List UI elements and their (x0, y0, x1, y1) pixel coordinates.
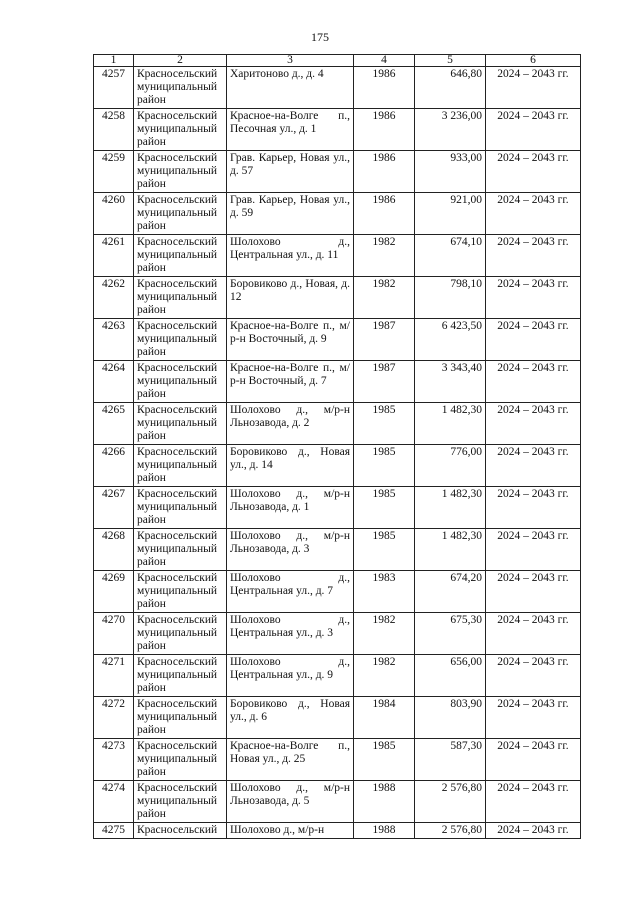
year-cell: 1982 (354, 655, 415, 697)
table-row (94, 193, 581, 235)
address-cell: Шолохово д., м/р-н Льнозавода, д. 5 (227, 781, 354, 823)
row-number: 4271 (94, 655, 134, 697)
table-row (94, 781, 581, 823)
year-cell: 1986 (354, 67, 415, 109)
address-cell: Шолохово д., м/р-н Льнозавода, д. 1 (227, 487, 354, 529)
district-cell: Красносельский муниципальный район (134, 361, 227, 403)
address-cell: Боровиково д., Новая ул., д. 14 (227, 445, 354, 487)
period-cell: 2024 – 2043 гг. (486, 487, 581, 529)
area-cell: 3 343,40 (415, 361, 486, 403)
address-cell: Шолохово д., Центральная ул., д. 3 (227, 613, 354, 655)
period-cell: 2024 – 2043 гг. (486, 193, 581, 235)
address-cell: Красное-на-Волге п., Песочная ул., д. 1 (227, 109, 354, 151)
district-cell: Красносельский муниципальный район (134, 109, 227, 151)
address-cell: Красное-на-Волге п., Новая ул., д. 25 (227, 739, 354, 781)
row-number: 4257 (94, 67, 134, 109)
row-number: 4275 (94, 823, 134, 839)
year-cell: 1987 (354, 319, 415, 361)
year-cell: 1986 (354, 151, 415, 193)
column-number-row (94, 55, 581, 67)
address-cell: Шолохово д., Центральная ул., д. 9 (227, 655, 354, 697)
address-cell: Боровиково д., Новая ул., д. 6 (227, 697, 354, 739)
period-cell: 2024 – 2043 гг. (486, 823, 581, 839)
period-cell: 2024 – 2043 гг. (486, 529, 581, 571)
address-cell: Шолохово д., м/р-н Льнозавода, д. 3 (227, 529, 354, 571)
table-row (94, 445, 581, 487)
row-number: 4272 (94, 697, 134, 739)
address-cell: Боровиково д., Новая, д. 12 (227, 277, 354, 319)
period-cell: 2024 – 2043 гг. (486, 235, 581, 277)
row-number: 4259 (94, 151, 134, 193)
row-number: 4268 (94, 529, 134, 571)
area-cell: 646,80 (415, 67, 486, 109)
table-row (94, 235, 581, 277)
period-cell: 2024 – 2043 гг. (486, 109, 581, 151)
address-cell: Грав. Карьер, Новая ул., д. 57 (227, 151, 354, 193)
table-row (94, 151, 581, 193)
column-header-6: 6 (486, 55, 581, 67)
row-number: 4261 (94, 235, 134, 277)
row-number: 4274 (94, 781, 134, 823)
period-cell: 2024 – 2043 гг. (486, 67, 581, 109)
period-cell: 2024 – 2043 гг. (486, 319, 581, 361)
area-cell: 1 482,30 (415, 403, 486, 445)
year-cell: 1982 (354, 235, 415, 277)
address-cell: Шолохово д., Центральная ул., д. 7 (227, 571, 354, 613)
area-cell: 3 236,00 (415, 109, 486, 151)
district-cell: Красносельский муниципальный район (134, 781, 227, 823)
housing-registry-table (93, 54, 581, 839)
table-body (94, 67, 581, 839)
row-number: 4264 (94, 361, 134, 403)
period-cell: 2024 – 2043 гг. (486, 445, 581, 487)
period-cell: 2024 – 2043 гг. (486, 403, 581, 445)
column-header-1: 1 (94, 55, 134, 67)
row-number: 4267 (94, 487, 134, 529)
district-cell: Красносельский муниципальный район (134, 151, 227, 193)
district-cell: Красносельский муниципальный район (134, 319, 227, 361)
year-cell: 1985 (354, 445, 415, 487)
year-cell: 1984 (354, 697, 415, 739)
table-row (94, 277, 581, 319)
address-cell: Харитоново д., д. 4 (227, 67, 354, 109)
table-row (94, 529, 581, 571)
district-cell: Красносельский муниципальный район (134, 277, 227, 319)
period-cell: 2024 – 2043 гг. (486, 361, 581, 403)
row-number: 4260 (94, 193, 134, 235)
table-row (94, 571, 581, 613)
district-cell: Красносельский муниципальный район (134, 739, 227, 781)
column-header-2: 2 (134, 55, 227, 67)
area-cell: 1 482,30 (415, 529, 486, 571)
area-cell: 776,00 (415, 445, 486, 487)
district-cell: Красносельский муниципальный район (134, 67, 227, 109)
year-cell: 1985 (354, 487, 415, 529)
year-cell: 1988 (354, 823, 415, 839)
table-row (94, 613, 581, 655)
table-row (94, 655, 581, 697)
row-number: 4269 (94, 571, 134, 613)
district-cell: Красносельский муниципальный район (134, 655, 227, 697)
district-cell: Красносельский муниципальный район (134, 445, 227, 487)
address-cell: Шолохово д., м/р-н Льнозавода, д. 2 (227, 403, 354, 445)
table-row (94, 697, 581, 739)
year-cell: 1985 (354, 739, 415, 781)
address-cell: Шолохово д., Центральная ул., д. 11 (227, 235, 354, 277)
district-cell: Красносельский муниципальный район (134, 613, 227, 655)
district-cell: Красносельский муниципальный район (134, 193, 227, 235)
area-cell: 587,30 (415, 739, 486, 781)
address-cell: Красное-на-Волге п., м/р-н Восточный, д. 7 (227, 361, 354, 403)
period-cell: 2024 – 2043 гг. (486, 571, 581, 613)
year-cell: 1982 (354, 613, 415, 655)
year-cell: 1986 (354, 193, 415, 235)
year-cell: 1985 (354, 529, 415, 571)
period-cell: 2024 – 2043 гг. (486, 277, 581, 319)
area-cell: 675,30 (415, 613, 486, 655)
district-cell: Красносельский муниципальный район (134, 403, 227, 445)
year-cell: 1985 (354, 403, 415, 445)
address-cell: Шолохово д., м/р-н (227, 823, 354, 839)
table-row (94, 319, 581, 361)
period-cell: 2024 – 2043 гг. (486, 655, 581, 697)
row-number: 4258 (94, 109, 134, 151)
period-cell: 2024 – 2043 гг. (486, 613, 581, 655)
district-cell: Красносельский муниципальный район (134, 487, 227, 529)
district-cell: Красносельский муниципальный район (134, 571, 227, 613)
area-cell: 798,10 (415, 277, 486, 319)
area-cell: 2 576,80 (415, 823, 486, 839)
address-cell: Грав. Карьер, Новая ул., д. 59 (227, 193, 354, 235)
area-cell: 1 482,30 (415, 487, 486, 529)
area-cell: 674,20 (415, 571, 486, 613)
year-cell: 1983 (354, 571, 415, 613)
table-row (94, 403, 581, 445)
area-cell: 921,00 (415, 193, 486, 235)
column-header-4: 4 (354, 55, 415, 67)
year-cell: 1986 (354, 109, 415, 151)
row-number: 4273 (94, 739, 134, 781)
year-cell: 1987 (354, 361, 415, 403)
table-row (94, 109, 581, 151)
period-cell: 2024 – 2043 гг. (486, 781, 581, 823)
table-row (94, 361, 581, 403)
period-cell: 2024 – 2043 гг. (486, 697, 581, 739)
column-header-3: 3 (227, 55, 354, 67)
area-cell: 656,00 (415, 655, 486, 697)
area-cell: 674,10 (415, 235, 486, 277)
year-cell: 1982 (354, 277, 415, 319)
column-header-5: 5 (415, 55, 486, 67)
table-row (94, 487, 581, 529)
district-cell: Красносельский муниципальный район (134, 529, 227, 571)
row-number: 4263 (94, 319, 134, 361)
table-row (94, 823, 581, 839)
area-cell: 803,90 (415, 697, 486, 739)
area-cell: 6 423,50 (415, 319, 486, 361)
address-cell: Красное-на-Волге п., м/р-н Восточный, д. 9 (227, 319, 354, 361)
row-number: 4262 (94, 277, 134, 319)
year-cell: 1988 (354, 781, 415, 823)
page-number: 175 (311, 30, 329, 44)
area-cell: 2 576,80 (415, 781, 486, 823)
district-cell: Красносельский муниципальный район (134, 235, 227, 277)
table-row (94, 739, 581, 781)
district-cell: Красносельский муниципальный район (134, 697, 227, 739)
period-cell: 2024 – 2043 гг. (486, 739, 581, 781)
period-cell: 2024 – 2043 гг. (486, 151, 581, 193)
table-row (94, 67, 581, 109)
row-number: 4266 (94, 445, 134, 487)
row-number: 4265 (94, 403, 134, 445)
area-cell: 933,00 (415, 151, 486, 193)
district-cell: Красносельский (134, 823, 227, 839)
row-number: 4270 (94, 613, 134, 655)
